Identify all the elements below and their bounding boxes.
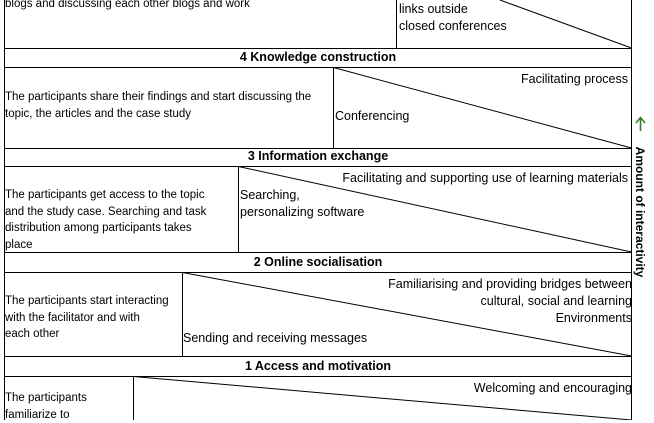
stage5-description: blogs and discussing each other blogs and work xyxy=(5,0,250,10)
stage4-header: 4 Knowledge construction xyxy=(239,50,397,64)
stage2-header: 2 Online socialisation xyxy=(253,255,383,269)
stage2-activity: Sending and receiving messages xyxy=(183,331,368,345)
stage3-header: 3 Information exchange xyxy=(247,149,389,163)
stage3-activity: Searching, personalizing software xyxy=(240,188,365,219)
stage2-support: Familiarising and providing bridges between cultural, social and learning Environments xyxy=(388,277,632,325)
stage1-header: 1 Access and motivation xyxy=(244,359,392,373)
stage5-activity: links outside closed conferences xyxy=(399,2,507,33)
stage1-description: The participants familiarize to xyxy=(5,392,87,421)
stage1-support: Welcoming and encouraging xyxy=(473,381,632,395)
stage4-activity: Conferencing xyxy=(335,109,410,123)
stage3-support: Facilitating and supporting use of learning materials xyxy=(342,171,628,185)
stage4-support: Facilitating process xyxy=(521,72,628,86)
stage3-description: The participants get access to the topic and the study case. Searching and task distribution among participants takes place xyxy=(5,189,207,252)
axis-label: Amount of interactivity xyxy=(633,146,647,278)
axis-arrow-icon xyxy=(636,118,645,132)
stage2-description: The participants start interacting with the facilitator and with each other xyxy=(5,295,169,341)
stage5-diagonal xyxy=(500,0,632,48)
stage4-description: The participants share their findings and start discussing the topic, the articles and the case study xyxy=(5,91,312,120)
